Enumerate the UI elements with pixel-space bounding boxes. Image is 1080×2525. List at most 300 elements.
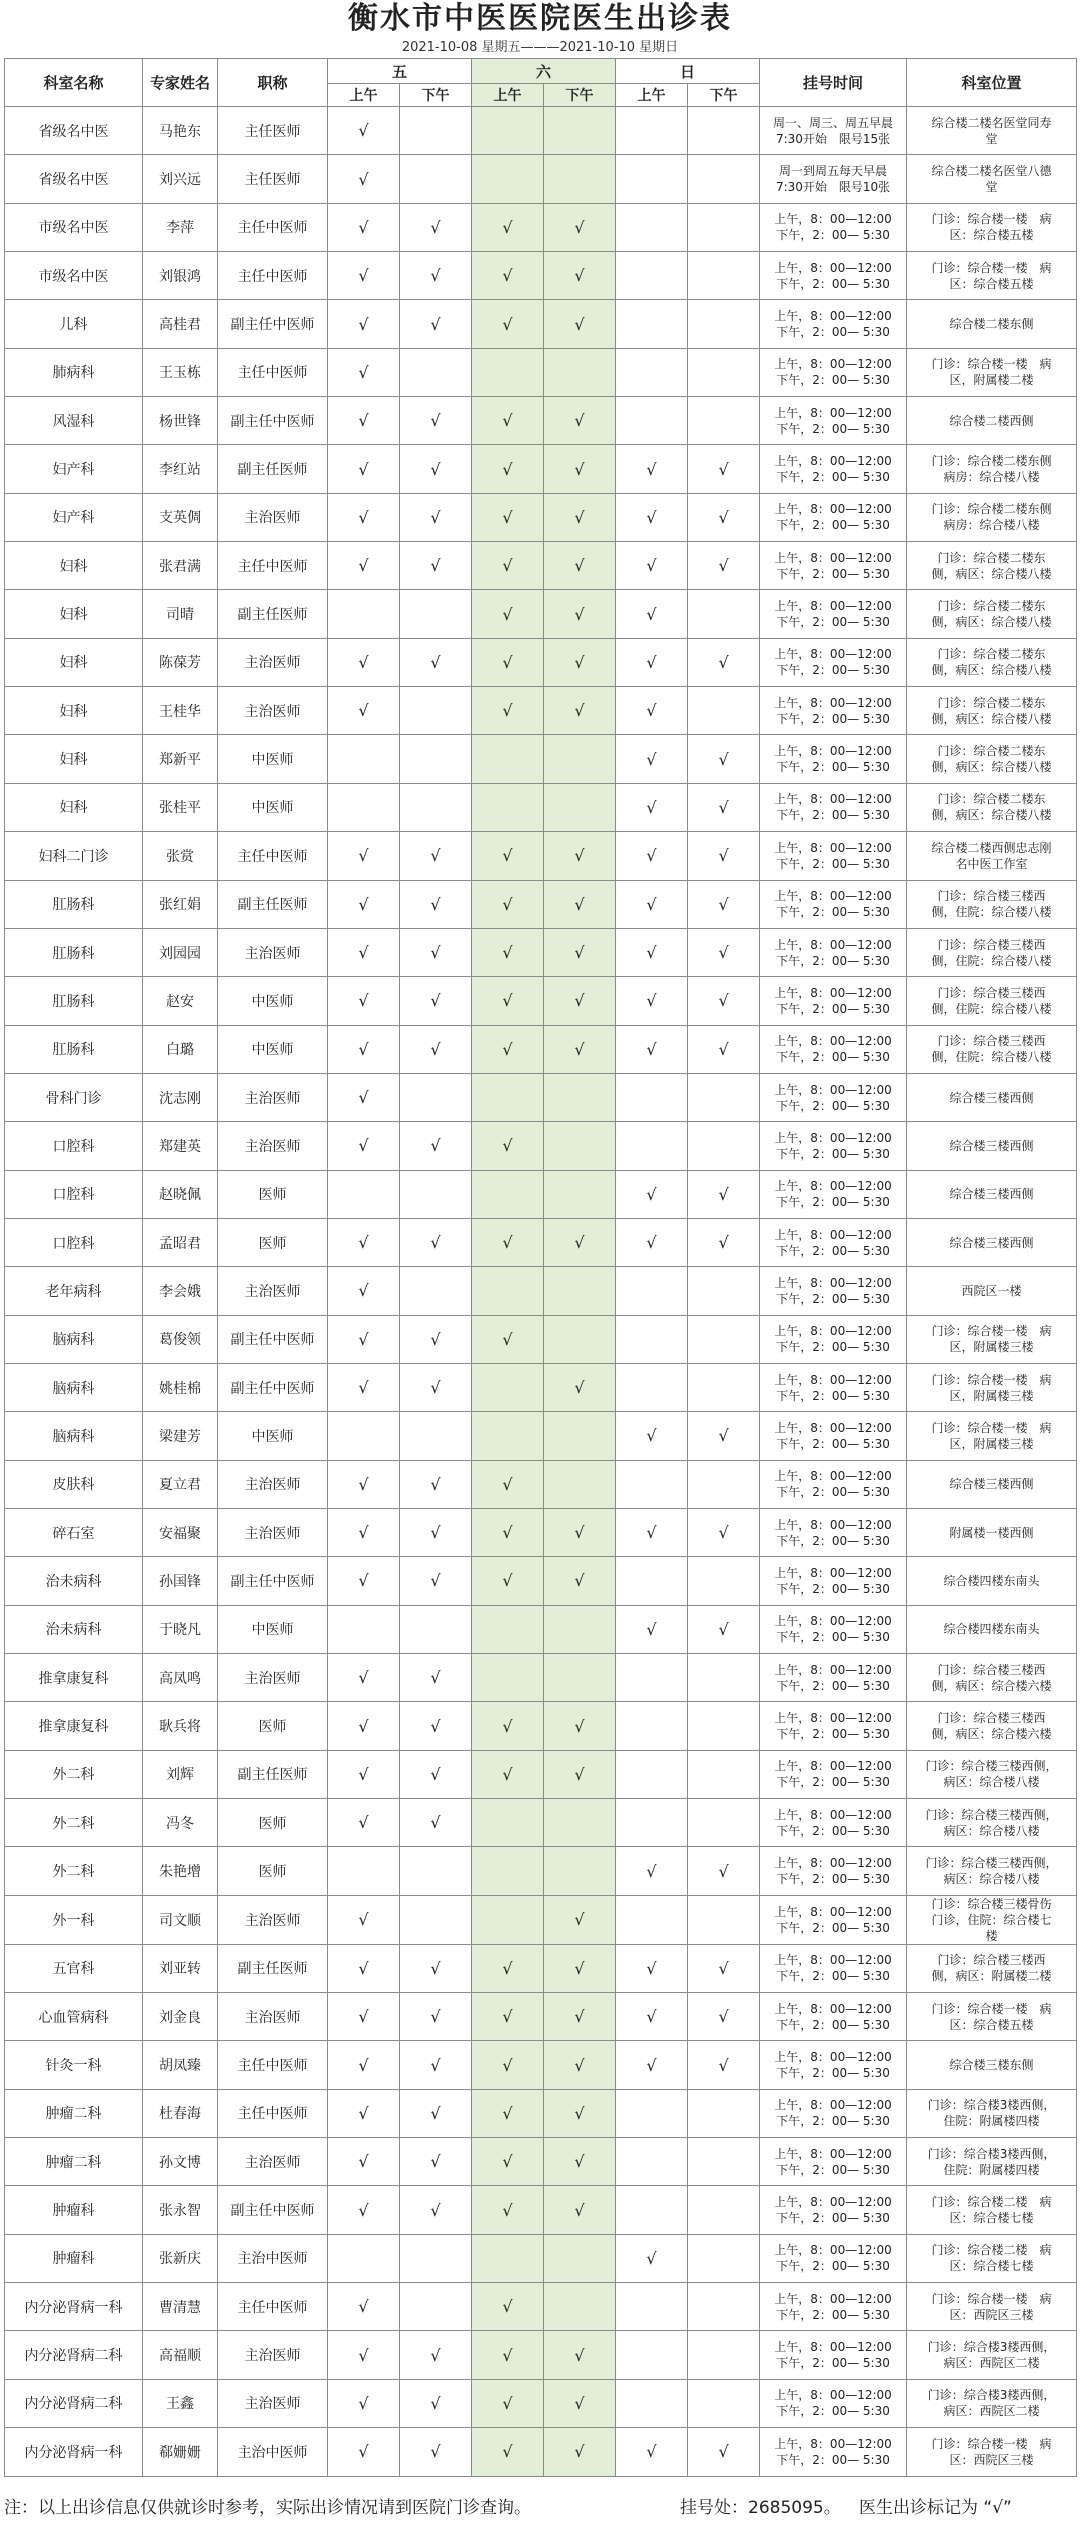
cell-sun-am <box>616 1218 688 1266</box>
cell-doctor: 高凤鸣 <box>143 1654 218 1702</box>
cell-title: 副主任中医师 <box>218 2186 328 2234</box>
cell-location <box>907 928 1077 976</box>
cell-title: 主治医师 <box>218 687 328 735</box>
cell-sun-pm <box>688 493 760 541</box>
cell-title: 医师 <box>218 1847 328 1895</box>
location-line: 病区：西院区二楼 <box>943 2404 1040 2419</box>
cell-sat-am <box>472 1122 544 1170</box>
cell-sat-am <box>472 1363 544 1411</box>
cell-registration <box>760 1895 907 1944</box>
cell-fri-pm <box>400 1557 472 1605</box>
cell-sun-am <box>616 397 688 445</box>
table-row <box>5 445 1077 493</box>
cell-doctor: 刘兴远 <box>143 155 218 203</box>
cell-sun-am <box>616 2041 688 2089</box>
check-mark: √ <box>358 217 369 237</box>
cell-sat-pm <box>544 445 616 493</box>
location-line: 侧，病区：综合楼八楼 <box>931 615 1052 630</box>
cell-sun-am <box>616 1073 688 1121</box>
cell-fri-am <box>328 2089 400 2137</box>
cell-department: 肿瘤科 <box>5 2234 143 2282</box>
cell-doctor: 张红娟 <box>143 880 218 928</box>
cell-fri-am <box>328 2331 400 2379</box>
table-row <box>5 2186 1077 2234</box>
check-mark: √ <box>430 2103 441 2123</box>
cell-sat-am <box>472 2428 544 2476</box>
cell-fri-am <box>328 1799 400 1847</box>
cell-sat-pm <box>544 1073 616 1121</box>
check-mark: √ <box>502 701 513 721</box>
check-mark: √ <box>358 411 369 431</box>
check-mark: √ <box>358 459 369 479</box>
cell-sat-am <box>472 1799 544 1847</box>
table-row <box>5 2428 1077 2476</box>
cell-department: 肛肠科 <box>5 880 143 928</box>
cell-doctor: 刘园园 <box>143 928 218 976</box>
check-mark: √ <box>574 459 585 479</box>
location-line: 区：西院区三楼 <box>949 2307 1034 2322</box>
cell-registration <box>760 1267 907 1315</box>
cell-sun-pm <box>688 1847 760 1895</box>
table-row <box>5 1218 1077 1266</box>
check-mark: √ <box>574 2007 585 2027</box>
location-line: 门诊：综合楼一楼 病 <box>931 2291 1052 2306</box>
cell-sat-am <box>472 2041 544 2089</box>
cell-department: 心血管病科 <box>5 1993 143 2041</box>
cell-sat-am <box>472 880 544 928</box>
cell-sat-am <box>472 397 544 445</box>
footer-note: 注：以上出诊信息仅供就诊时参考，实际出诊情况请到医院门诊查询。 <box>4 2498 531 2518</box>
location-line: 门诊：综合楼三楼西 <box>937 985 1046 1000</box>
check-mark: √ <box>502 1039 513 1059</box>
check-mark: √ <box>358 1378 369 1398</box>
location-line: 门诊：综合楼二楼东 <box>937 695 1046 710</box>
check-mark: √ <box>502 1233 513 1253</box>
cell-department: 肿瘤二科 <box>5 2138 143 2186</box>
cell-sat-am <box>472 638 544 686</box>
check-mark: √ <box>430 2007 441 2027</box>
check-mark: √ <box>430 1764 441 1784</box>
cell-doctor: 孟昭君 <box>143 1218 218 1266</box>
cell-sun-am <box>616 2234 688 2282</box>
location-line: 门诊：综合楼二楼东 <box>937 599 1046 614</box>
registration-line: 上午，8：00—12:00 <box>774 1517 892 1532</box>
cell-sun-am <box>616 1170 688 1218</box>
cell-location <box>907 1993 1077 2041</box>
registration-line: 下午，2：00— 5:30 <box>776 808 890 823</box>
registration-line: 上午，8：00—12:00 <box>774 2050 892 2065</box>
check-mark: √ <box>430 1039 441 1059</box>
cell-sun-am <box>616 590 688 638</box>
cell-department: 妇科 <box>5 638 143 686</box>
table-row <box>5 928 1077 976</box>
cell-doctor: 刘辉 <box>143 1750 218 1798</box>
cell-registration <box>760 203 907 251</box>
cell-fri-am <box>328 1508 400 1556</box>
date-range: 2021-10-08 星期五———2021-10-10 星期日 <box>401 40 679 55</box>
check-mark: √ <box>358 2345 369 2365</box>
cell-doctor: 葛俊领 <box>143 1315 218 1363</box>
cell-fri-pm <box>400 1508 472 1556</box>
cell-location <box>907 735 1077 783</box>
check-mark: √ <box>430 2442 441 2462</box>
cell-fri-am <box>328 1702 400 1750</box>
cell-sun-pm <box>688 928 760 976</box>
registration-line: 下午，2：00— 5:30 <box>776 325 890 340</box>
check-mark: √ <box>358 362 369 382</box>
cell-fri-am <box>328 1847 400 1895</box>
header-title: 职称 <box>218 59 328 107</box>
check-mark: √ <box>502 1474 513 1494</box>
check-mark: √ <box>502 2442 513 2462</box>
cell-sat-pm <box>544 687 616 735</box>
check-mark: √ <box>502 2297 513 2317</box>
location-line: 综合楼三楼西侧 <box>949 1090 1034 1105</box>
cell-sat-am <box>472 590 544 638</box>
cell-department: 市级名中医 <box>5 203 143 251</box>
cell-fri-pm <box>400 203 472 251</box>
cell-department: 外二科 <box>5 1750 143 1798</box>
check-mark: √ <box>430 1571 441 1591</box>
table-row <box>5 1508 1077 1556</box>
check-mark: √ <box>358 1910 369 1930</box>
cell-location <box>907 107 1077 155</box>
cell-sat-pm <box>544 638 616 686</box>
location-line: 侧，病区：附属楼二楼 <box>931 1969 1052 1984</box>
location-line: 区，附属楼三楼 <box>949 1436 1034 1451</box>
cell-sat-pm <box>544 1218 616 1266</box>
cell-sun-am <box>616 1605 688 1653</box>
cell-fri-pm <box>400 638 472 686</box>
location-line: 侧，住院：综合楼八楼 <box>931 953 1052 968</box>
cell-sat-am <box>472 1605 544 1653</box>
registration-line: 下午，2：00— 5:30 <box>776 470 890 485</box>
cell-sun-am <box>616 2379 688 2427</box>
location-line: 住院：附属楼四楼 <box>943 2114 1040 2129</box>
cell-title: 主治医师 <box>218 1073 328 1121</box>
location-line: 堂 <box>985 180 998 195</box>
registration-line: 上午，8：00—12:00 <box>774 647 892 662</box>
location-line: 区，附属楼三楼 <box>949 1388 1034 1403</box>
check-mark: √ <box>574 701 585 721</box>
check-mark: √ <box>574 314 585 334</box>
cell-sun-pm <box>688 1557 760 1605</box>
cell-sat-am <box>472 1895 544 1944</box>
table-row <box>5 397 1077 445</box>
cell-title: 主任中医师 <box>218 542 328 590</box>
cell-fri-pm <box>400 1944 472 1992</box>
header-day-sat: 六 <box>472 59 616 84</box>
registration-line: 下午，2：00— 5:30 <box>776 2259 890 2274</box>
table-row <box>5 1363 1077 1411</box>
location-line: 侧，住院：综合楼八楼 <box>931 1001 1052 1016</box>
location-line: 门诊：综合楼一楼 病 <box>931 260 1052 275</box>
cell-sun-am <box>616 2331 688 2379</box>
location-line: 综合楼三楼西侧 <box>949 1235 1034 1250</box>
cell-department: 口腔科 <box>5 1218 143 1266</box>
registration-line: 上午，8：00—12:00 <box>774 2243 892 2258</box>
cell-sun-am <box>616 977 688 1025</box>
registration-line: 上午，8：00—12:00 <box>774 1275 892 1290</box>
location-line: 门诊：综合楼一楼 病 <box>931 1324 1052 1339</box>
cell-fri-am <box>328 1412 400 1460</box>
registration-line: 下午，2：00— 5:30 <box>776 2162 890 2177</box>
table-row <box>5 1267 1077 1315</box>
registration-line: 下午，2：00— 5:30 <box>776 421 890 436</box>
location-line: 区：综合楼七楼 <box>949 2211 1034 2226</box>
cell-location <box>907 590 1077 638</box>
cell-location <box>907 1750 1077 1798</box>
cell-registration <box>760 300 907 348</box>
cell-sun-pm <box>688 155 760 203</box>
cell-department: 老年病科 <box>5 1267 143 1315</box>
cell-sat-am <box>472 2283 544 2331</box>
cell-sun-pm <box>688 397 760 445</box>
table-row <box>5 1750 1077 1798</box>
location-line: 门诊：综合楼3楼西侧， <box>927 2388 1056 2403</box>
cell-department: 肿瘤科 <box>5 2186 143 2234</box>
cell-title: 主任中医师 <box>218 2283 328 2331</box>
registration-line: 下午，2：00— 5:30 <box>776 276 890 291</box>
header-location: 科室位置 <box>907 59 1077 107</box>
cell-location <box>907 1363 1077 1411</box>
check-mark: √ <box>430 459 441 479</box>
cell-doctor: 张君满 <box>143 542 218 590</box>
cell-fri-pm <box>400 1218 472 1266</box>
cell-sat-am <box>472 1847 544 1895</box>
cell-sun-pm <box>688 445 760 493</box>
cell-location <box>907 1605 1077 1653</box>
cell-sun-am <box>616 445 688 493</box>
check-mark: √ <box>358 2007 369 2027</box>
cell-location <box>907 493 1077 541</box>
table-row <box>5 735 1077 783</box>
registration-line: 上午，8：00—12:00 <box>774 2436 892 2451</box>
cell-fri-pm <box>400 542 472 590</box>
registration-line: 下午，2：00— 5:30 <box>776 2404 890 2419</box>
check-mark: √ <box>358 2152 369 2172</box>
cell-sat-pm <box>544 1460 616 1508</box>
cell-department: 妇科 <box>5 687 143 735</box>
location-line: 侧，住院：综合楼八楼 <box>931 905 1052 920</box>
check-mark: √ <box>358 1281 369 1301</box>
table-row <box>5 1993 1077 2041</box>
cell-fri-pm <box>400 1170 472 1218</box>
cell-sun-am <box>616 1847 688 1895</box>
cell-sat-pm <box>544 1122 616 1170</box>
cell-fri-am <box>328 445 400 493</box>
cell-registration <box>760 542 907 590</box>
cell-sat-am <box>472 1460 544 1508</box>
cell-fri-pm <box>400 2041 472 2089</box>
cell-sat-pm <box>544 1315 616 1363</box>
cell-location <box>907 252 1077 300</box>
cell-registration <box>760 2234 907 2282</box>
cell-sun-pm <box>688 1605 760 1653</box>
cell-registration <box>760 2283 907 2331</box>
registration-line: 下午，2：00— 5:30 <box>776 663 890 678</box>
cell-sun-pm <box>688 590 760 638</box>
cell-registration <box>760 735 907 783</box>
cell-sun-pm <box>688 1944 760 1992</box>
cell-fri-am <box>328 1557 400 1605</box>
check-mark: √ <box>502 217 513 237</box>
cell-department: 脑病科 <box>5 1315 143 1363</box>
cell-location <box>907 977 1077 1025</box>
cell-doctor: 耿兵将 <box>143 1702 218 1750</box>
cell-sat-pm <box>544 2234 616 2282</box>
registration-line: 上午，8：00—12:00 <box>774 937 892 952</box>
cell-fri-pm <box>400 735 472 783</box>
check-mark: √ <box>574 943 585 963</box>
cell-title: 主治医师 <box>218 1460 328 1508</box>
location-line: 门诊：综合楼3楼西侧， <box>927 2340 1056 2355</box>
location-line: 侧，病区：综合楼八楼 <box>931 566 1052 581</box>
cell-sun-pm <box>688 1073 760 1121</box>
cell-registration <box>760 1315 907 1363</box>
cell-sun-pm <box>688 1122 760 1170</box>
cell-fri-pm <box>400 2138 472 2186</box>
check-mark: √ <box>574 1716 585 1736</box>
cell-title: 副主任医师 <box>218 1944 328 1992</box>
cell-doctor: 陈葆芳 <box>143 638 218 686</box>
registration-line: 周一到周五每天早晨 <box>779 164 888 179</box>
check-mark: √ <box>502 2393 513 2413</box>
cell-doctor: 曹清慧 <box>143 2283 218 2331</box>
check-mark: √ <box>574 2103 585 2123</box>
check-mark: √ <box>358 2393 369 2413</box>
cell-department: 内分泌肾病二科 <box>5 2331 143 2379</box>
cell-sat-am <box>472 2089 544 2137</box>
cell-fri-am <box>328 203 400 251</box>
location-line: 门诊：综合楼三楼西 <box>937 1711 1046 1726</box>
registration-line: 上午，8：00—12:00 <box>774 2098 892 2113</box>
cell-fri-am <box>328 1654 400 1702</box>
cell-registration <box>760 2138 907 2186</box>
check-mark: √ <box>718 1426 729 1446</box>
cell-sat-pm <box>544 203 616 251</box>
cell-registration <box>760 2089 907 2137</box>
check-mark: √ <box>718 797 729 817</box>
check-mark: √ <box>502 1136 513 1156</box>
registration-line: 下午，2：00— 5:30 <box>776 711 890 726</box>
cell-sat-am <box>472 928 544 976</box>
registration-line: 下午，2：00— 5:30 <box>776 1823 890 1838</box>
cell-department: 治未病科 <box>5 1605 143 1653</box>
cell-registration <box>760 1122 907 1170</box>
check-mark: √ <box>646 507 657 527</box>
footer-phone: 挂号处：2685095。 <box>680 2498 841 2518</box>
check-mark: √ <box>358 2103 369 2123</box>
check-mark: √ <box>574 507 585 527</box>
cell-sun-am <box>616 1895 688 1944</box>
cell-fri-am <box>328 2041 400 2089</box>
cell-title: 主治医师 <box>218 1654 328 1702</box>
cell-sun-pm <box>688 1895 760 1944</box>
registration-line: 上午，8：00—12:00 <box>774 1856 892 1871</box>
check-mark: √ <box>718 652 729 672</box>
cell-title: 主治医师 <box>218 928 328 976</box>
cell-sat-pm <box>544 1363 616 1411</box>
cell-location <box>907 203 1077 251</box>
check-mark: √ <box>430 1523 441 1543</box>
registration-line: 下午，2：00— 5:30 <box>776 1727 890 1742</box>
check-mark: √ <box>718 2442 729 2462</box>
cell-fri-am <box>328 1750 400 1798</box>
check-mark: √ <box>502 314 513 334</box>
cell-sat-pm <box>544 735 616 783</box>
check-mark: √ <box>358 556 369 576</box>
check-mark: √ <box>502 2103 513 2123</box>
cell-fri-am <box>328 1363 400 1411</box>
cell-title: 主任中医师 <box>218 348 328 396</box>
cell-registration <box>760 1412 907 1460</box>
check-mark: √ <box>574 1571 585 1591</box>
cell-department: 外二科 <box>5 1847 143 1895</box>
check-mark: √ <box>718 894 729 914</box>
check-mark: √ <box>646 991 657 1011</box>
check-mark: √ <box>502 1958 513 1978</box>
cell-sat-pm <box>544 1170 616 1218</box>
check-mark: √ <box>430 411 441 431</box>
header-sun-am: 上午 <box>616 84 688 107</box>
cell-fri-pm <box>400 687 472 735</box>
cell-sun-am <box>616 155 688 203</box>
cell-registration <box>760 1654 907 1702</box>
table-row <box>5 880 1077 928</box>
location-line: 综合楼二楼西侧忠志刚 <box>931 840 1052 855</box>
location-line: 西院区一楼 <box>961 1283 1022 1298</box>
cell-location <box>907 397 1077 445</box>
table-row <box>5 1412 1077 1460</box>
cell-title: 主治医师 <box>218 1122 328 1170</box>
cell-sun-am <box>616 1315 688 1363</box>
cell-fri-pm <box>400 252 472 300</box>
header-doctor: 专家姓名 <box>143 59 218 107</box>
check-mark: √ <box>502 991 513 1011</box>
table-row <box>5 783 1077 831</box>
header-sun-pm: 下午 <box>688 84 760 107</box>
table-row <box>5 493 1077 541</box>
cell-title: 中医师 <box>218 1605 328 1653</box>
check-mark: √ <box>646 1184 657 1204</box>
cell-title: 主治医师 <box>218 1508 328 1556</box>
check-mark: √ <box>574 2152 585 2172</box>
cell-sun-pm <box>688 1750 760 1798</box>
cell-sat-am <box>472 107 544 155</box>
cell-title: 主治医师 <box>218 638 328 686</box>
check-mark: √ <box>358 169 369 189</box>
cell-sat-pm <box>544 1702 616 1750</box>
registration-line: 下午，2：00— 5:30 <box>776 1388 890 1403</box>
location-line: 门诊：综合楼一楼 病 <box>931 357 1052 372</box>
cell-sun-pm <box>688 348 760 396</box>
registration-line: 7:30开始 限号15张 <box>775 131 891 146</box>
cell-sat-am <box>472 445 544 493</box>
location-line: 侧，病区：综合楼六楼 <box>931 1678 1052 1693</box>
cell-registration <box>760 687 907 735</box>
cell-doctor: 赵安 <box>143 977 218 1025</box>
cell-sun-am <box>616 1122 688 1170</box>
cell-sun-am <box>616 348 688 396</box>
cell-sat-pm <box>544 2186 616 2234</box>
check-mark: √ <box>502 2152 513 2172</box>
cell-sun-pm <box>688 1993 760 2041</box>
location-line: 门诊：综合楼二楼东 <box>937 550 1046 565</box>
registration-line: 上午，8：00—12:00 <box>774 1469 892 1484</box>
cell-doctor: 夏立君 <box>143 1460 218 1508</box>
check-mark: √ <box>646 943 657 963</box>
